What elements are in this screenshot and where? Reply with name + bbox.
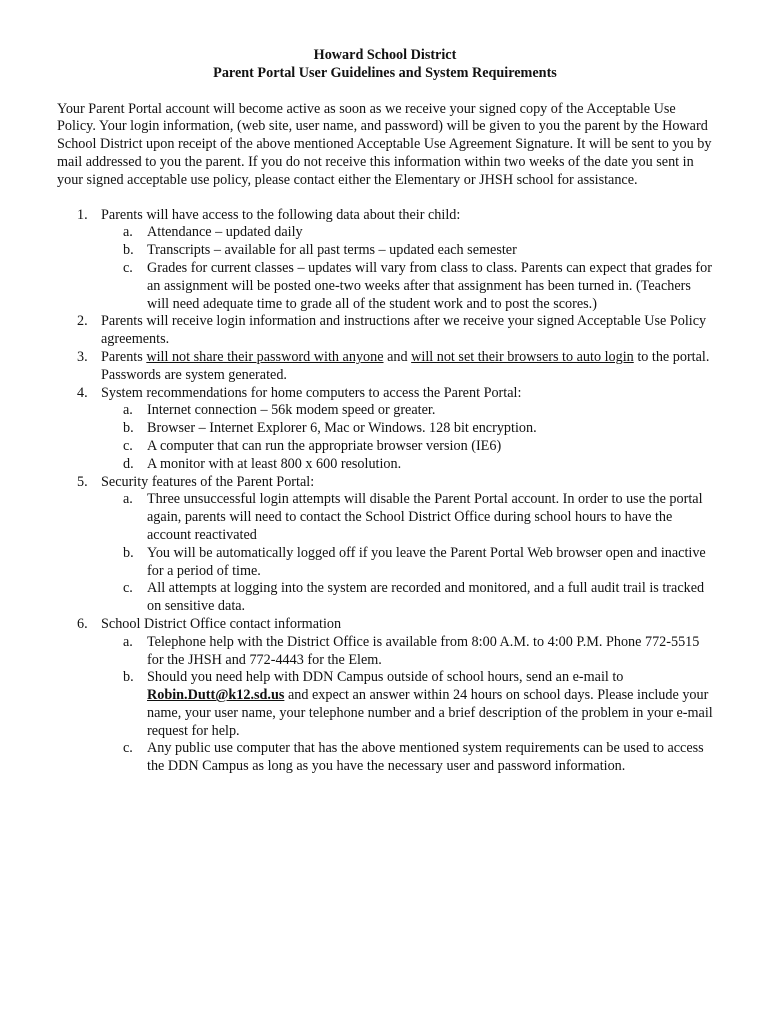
sub-text: Grades for current classes – updates will vary from class to class. Parents can expect that grades for an assignment will be posted one-two weeks after that assignment has been turned in. (Teachers will need adequate time to grade all of the student work and to post the scores.) — [147, 259, 712, 312]
sub-list — [101, 634, 713, 776]
sub-item — [101, 402, 713, 420]
sub-text: Telephone help with the District Office is available from 8:00 A.M. to 4:00 P.M. Phone 772-5515 for the JHSH and 772-4443 for the Elem. — [147, 633, 700, 668]
sub-item — [101, 438, 713, 456]
password-rule: will not share their password with anyone — [146, 348, 384, 365]
sub-text: Three unsuccessful login attempts will disable the Parent Portal account. In order to use the portal again, parents will need to contact the School District Office during school hours to have the account reactivated — [147, 491, 703, 543]
item-number: 5. — [77, 473, 88, 490]
item-number: 3. — [77, 348, 88, 365]
item-number: 1. — [77, 206, 88, 223]
item-number: 6. — [77, 615, 88, 632]
sub-letter: c. — [123, 740, 133, 757]
sub-text: Browser – Internet Explorer 6, Mac or Windows. 128 bit encryption. — [147, 420, 537, 437]
sub-letter: b. — [123, 544, 134, 561]
sub-item — [101, 634, 713, 670]
sub-text: Internet connection – 56k modem speed or greater. — [147, 402, 436, 419]
item-text-part: and — [383, 348, 412, 365]
support-email-link[interactable]: Robin.Dutt@k12.sd.us — [147, 687, 285, 704]
sub-item — [101, 491, 713, 544]
guidelines-list — [57, 207, 713, 777]
item-text: System recommendations for home computers to access the Parent Portal: — [101, 384, 522, 401]
sub-letter: a. — [123, 633, 133, 650]
sub-letter: b. — [123, 420, 134, 437]
item-text-part: Parents — [101, 348, 147, 365]
sub-text: Transcripts – available for all past terms – updated each semester — [147, 242, 517, 259]
sub-letter: a. — [123, 491, 133, 508]
sub-item — [101, 224, 713, 242]
sub-letter: c. — [123, 259, 133, 276]
item-text: Parents will have access to the following data about their child: — [101, 206, 461, 223]
sub-list — [101, 402, 713, 473]
district-name: Howard School District — [313, 47, 457, 63]
sub-item — [101, 580, 713, 616]
sub-list — [101, 491, 713, 616]
item-number: 2. — [77, 313, 88, 330]
document-title: Parent Portal User Guidelines and System Requirements — [213, 64, 557, 81]
item-text-part: to the portal. Passwords are system generated. — [101, 348, 710, 383]
item-text: School District Office contact information — [101, 615, 342, 632]
sub-item — [101, 669, 713, 740]
item-text: Parents will receive login information and instructions after we receive your signed Acceptable Use Policy agreements. — [101, 313, 707, 348]
list-item-6 — [57, 616, 713, 776]
sub-letter: b. — [123, 669, 134, 686]
sub-text: All attempts at logging into the system are recorded and monitored, and a full audit trail is tracked on sensitive data. — [147, 580, 705, 615]
sub-list — [101, 224, 713, 313]
item-number: 4. — [77, 384, 88, 401]
list-item-3 — [57, 349, 713, 385]
sub-text: Any public use computer that has the above mentioned system requirements can be used to access the DDN Campus as long as you have the necessary user and password information. — [147, 740, 704, 775]
list-item-5 — [57, 474, 713, 616]
sub-text: Should you need help with DDN Campus outside of school hours, send an e-mail to — [147, 669, 624, 686]
sub-item — [101, 242, 713, 260]
auto-login-rule: will not set their browsers to auto login — [411, 348, 634, 365]
list-item-4 — [57, 385, 713, 474]
sub-item — [101, 420, 713, 438]
sub-text: A monitor with at least 800 x 600 resolution. — [147, 455, 402, 472]
sub-letter: a. — [123, 402, 133, 419]
sub-letter: d. — [123, 455, 134, 472]
sub-letter: a. — [123, 224, 133, 241]
sub-letter: c. — [123, 580, 133, 597]
sub-item — [101, 545, 713, 581]
sub-text: A computer that can run the appropriate browser version (IE6) — [147, 437, 502, 454]
sub-item — [101, 260, 713, 313]
document-page — [57, 47, 713, 776]
sub-text: You will be automatically logged off if you leave the Parent Portal Web browser open and inactive for a period of time. — [147, 544, 706, 579]
sub-letter: c. — [123, 437, 133, 454]
sub-item — [101, 740, 713, 776]
sub-item — [101, 456, 713, 474]
intro-paragraph: Your Parent Portal account will become active as soon as we receive your signed copy of the Acceptable Use Policy. Your login information, (web site, user name, and password) will be given to you the parent by the Howard School District upon receipt of the above mentioned Acceptable Use Agreement Signature. It will be sent to you by mail addressed to you the parent. If you do not receive this information within two weeks of the date you sent in your signed acceptable use policy, please contact either the Elementary or JHSH school for assistance. — [57, 100, 712, 188]
item-text: Security features of the Parent Portal: — [101, 473, 315, 490]
sub-text: Attendance – updated daily — [147, 224, 303, 241]
list-item-2 — [57, 313, 713, 349]
sub-text: and expect an answer within 24 hours on school days. Please include your name, your user name, your telephone number and a brief description of the problem in your e-mail request for help. — [147, 687, 713, 739]
sub-letter: b. — [123, 242, 134, 259]
list-item-1 — [57, 207, 713, 314]
